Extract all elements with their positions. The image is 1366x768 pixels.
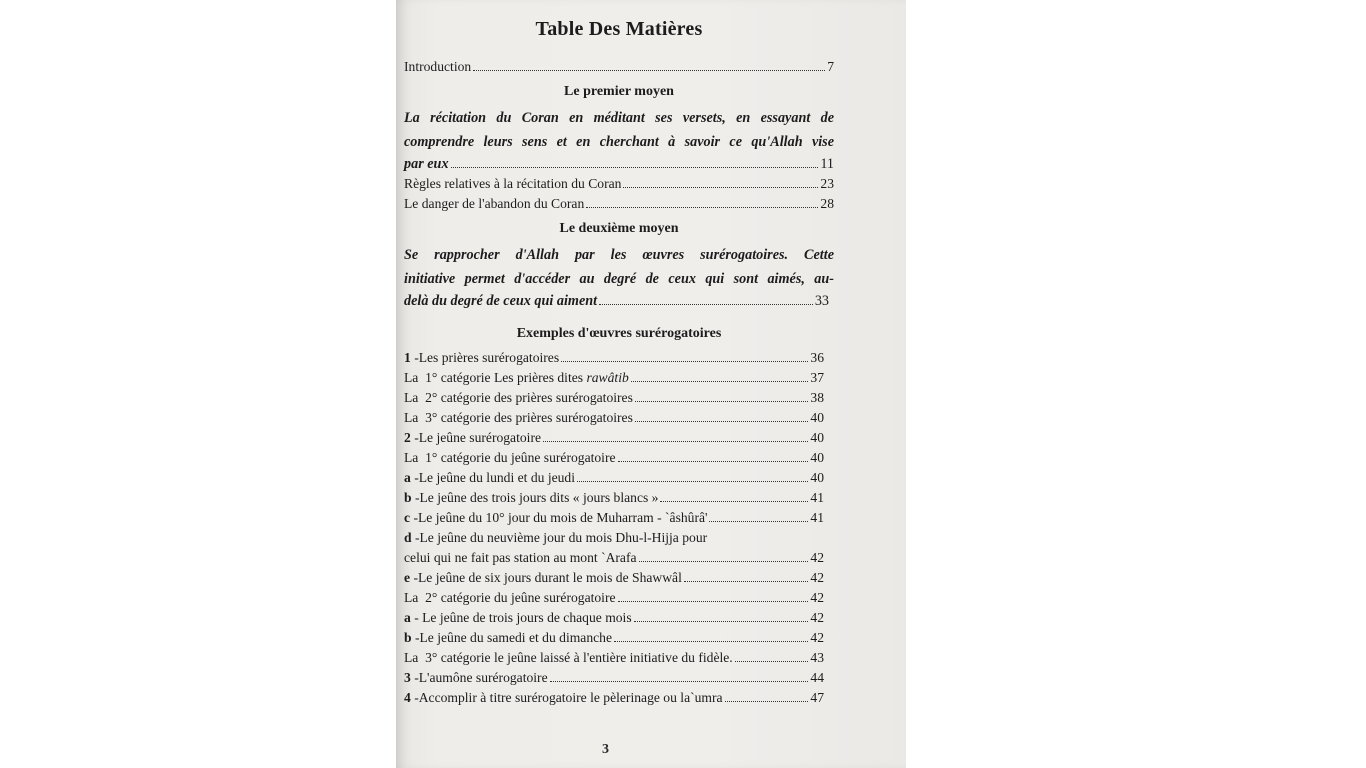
dot-leader	[618, 461, 809, 462]
toc-entry-marker: 2	[404, 430, 411, 445]
toc-entry-label	[404, 608, 632, 628]
dot-leader	[684, 581, 809, 582]
dot-leader	[639, 561, 809, 562]
toc-entry-label	[404, 348, 559, 368]
toc-entry-introduction	[404, 57, 834, 77]
toc-entry-label	[404, 368, 629, 388]
dot-leader	[550, 681, 809, 682]
toc-entry-rapprocher	[404, 291, 829, 311]
section-text-line: Se rapprocher d'Allah par les œuvres surérogatoires. Cette	[404, 247, 834, 263]
toc-entry-italic-term: rawâtib	[586, 370, 629, 385]
section-text-premier-moyen	[404, 106, 834, 174]
dot-leader	[709, 521, 808, 522]
toc-entry	[404, 568, 824, 588]
page-title: Table Des Matières	[535, 18, 703, 40]
toc-entry-label: La 1° catégorie du jeûne surérogatoire	[404, 450, 616, 465]
toc-entry-page: 42	[810, 570, 824, 585]
toc-entry-text: -L'aumône surérogatoire	[410, 670, 548, 685]
toc-entry-marker: b	[404, 490, 412, 505]
toc-entry-page: 7	[827, 59, 834, 74]
toc-entry	[404, 688, 824, 708]
toc-entry-first-line	[404, 528, 824, 548]
toc-entry-label: La 2° catégorie du jeûne surérogatoire	[404, 590, 616, 605]
toc-entry-page: 38	[810, 390, 824, 405]
toc-entry-page: 42	[810, 590, 824, 605]
section-heading-exemples: Exemples d'œuvres surérogatoires	[516, 326, 722, 341]
toc-entry-label: delà du degré de ceux qui aiment	[404, 293, 598, 309]
toc-entry-page: 42	[810, 630, 824, 645]
toc-entry-text: - Le jeûne de trois jours de chaque mois	[410, 610, 632, 625]
toc-list-exemples	[404, 348, 824, 708]
toc-entry-label: Introduction	[404, 59, 472, 74]
toc-entry-marker: d	[404, 530, 412, 545]
toc-entry	[404, 588, 824, 608]
page-number: 3	[602, 742, 609, 757]
dot-leader	[543, 441, 808, 442]
toc-entry-text: -Accomplir à titre surérogatoire le pèlerinage ou la`umra	[410, 690, 723, 705]
dot-leader	[451, 167, 819, 168]
toc-entry-page: 42	[810, 550, 824, 565]
toc-entry-marker: a	[404, 470, 411, 485]
toc-entry-page: 40	[810, 470, 824, 485]
toc-entry-page: 40	[810, 450, 824, 465]
toc-entry	[404, 348, 824, 368]
toc-entry-page: 42	[810, 610, 824, 625]
toc-entry	[404, 174, 834, 194]
toc-entry-text: -Le jeûne du samedi et du dimanche	[411, 630, 612, 645]
toc-entry-marker: 4	[404, 690, 411, 705]
toc-entry-label	[404, 688, 723, 708]
toc-entry-text: -Les prières surérogatoires	[410, 350, 560, 365]
section-heading-premier-moyen: Le premier moyen	[564, 84, 674, 99]
section-heading-deuxieme-moyen: Le deuxième moyen	[559, 221, 679, 236]
toc-entry-text: La 1° catégorie Les prières dites	[404, 370, 587, 385]
toc-entry-marker: e	[404, 570, 411, 585]
toc-entry-page: 47	[810, 690, 824, 705]
toc-entry	[404, 548, 824, 568]
toc-entry	[404, 668, 824, 688]
section-text-deuxieme-moyen	[404, 243, 834, 311]
toc-entry-page: 44	[810, 670, 824, 685]
toc-entry-label: La 3° catégorie des prières surérogatoires	[404, 410, 633, 425]
toc-entry	[404, 428, 824, 448]
dot-leader	[599, 304, 813, 305]
dot-leader	[635, 421, 809, 422]
toc-entry-text: -Le jeûne des trois jours dits « jours blancs »	[411, 490, 659, 505]
table-of-contents	[404, 18, 834, 708]
toc-entry-label	[404, 668, 548, 688]
toc-entry-label: celui qui ne fait pas station au mont `Arafa	[404, 550, 637, 565]
toc-entry-text: -Le jeûne du 10° jour du mois de Muharram - `âshûrâ'	[410, 510, 708, 525]
toc-entry-marker: b	[404, 630, 412, 645]
toc-entry-label: Règles relatives à la récitation du Coran	[404, 176, 622, 191]
dot-leader	[586, 207, 818, 208]
toc-entry	[404, 448, 824, 468]
toc-entry	[404, 488, 824, 508]
toc-entry	[404, 388, 824, 408]
section-text-line: comprendre leurs sens et en cherchant à savoir ce qu'Allah vise	[404, 134, 834, 150]
toc-entry	[404, 508, 824, 528]
toc-entry-marker: 1	[404, 350, 411, 365]
dot-leader	[623, 187, 818, 188]
toc-entry-label	[404, 488, 658, 508]
dot-leader	[618, 601, 809, 602]
dot-leader	[725, 701, 809, 702]
toc-entry	[404, 608, 824, 628]
toc-entry-label: La 3° catégorie le jeûne laissé à l'entière initiative du fidèle.	[404, 650, 733, 665]
toc-entry	[404, 408, 824, 428]
toc-entry-marker: 3	[404, 670, 411, 685]
dot-leader	[735, 661, 809, 662]
toc-entry-label: Le danger de l'abandon du Coran	[404, 196, 585, 211]
toc-entry-label	[404, 628, 612, 648]
toc-entry-page: 28	[820, 196, 834, 211]
section-text-line: La récitation du Coran en méditant ses versets, en essayant de	[404, 110, 834, 126]
toc-entry	[404, 468, 824, 488]
dot-leader	[614, 641, 808, 642]
toc-entry-page: 43	[810, 650, 824, 665]
dot-leader	[634, 621, 809, 622]
toc-entry-marker: a	[404, 610, 411, 625]
toc-entry	[404, 368, 824, 388]
toc-entry-page: 11	[820, 156, 834, 172]
dot-leader	[660, 501, 808, 502]
toc-entry	[404, 628, 824, 648]
dot-leader	[561, 361, 808, 362]
toc-entry-page: 40	[810, 430, 824, 445]
toc-entry-text: -Le jeûne du lundi et du jeudi	[410, 470, 576, 485]
toc-entry-label	[404, 468, 575, 488]
toc-entry-page: 23	[820, 176, 834, 191]
dot-leader	[577, 481, 808, 482]
toc-entry-label	[404, 428, 541, 448]
toc-entry	[404, 648, 824, 668]
toc-entry-label: La 2° catégorie des prières surérogatoires	[404, 390, 633, 405]
toc-entry-page: 37	[810, 370, 824, 385]
toc-entry-page: 41	[810, 490, 824, 505]
dot-leader	[473, 70, 825, 71]
dot-leader	[631, 381, 809, 382]
toc-entry-recitation	[404, 154, 834, 174]
toc-entry-text: -Le jeûne surérogatoire	[410, 430, 542, 445]
toc-entry-text: -Le jeûne de six jours durant le mois de Shawwâl	[410, 570, 682, 585]
section-text-line: initiative permet d'accéder au degré de ceux qui sont aimés, au-	[404, 271, 834, 287]
toc-entry-page: 41	[810, 510, 824, 525]
toc-entry-label	[404, 568, 682, 588]
toc-entry-label	[404, 508, 707, 528]
toc-entry-page: 33	[814, 293, 829, 309]
toc-entry-page: 40	[810, 410, 824, 425]
toc-entry-label: par eux	[404, 156, 449, 172]
toc-entry	[404, 194, 834, 214]
dot-leader	[635, 401, 809, 402]
book-page	[396, 0, 906, 768]
toc-entry-text: -Le jeûne du neuvième jour du mois Dhu-l-Hijja pour	[411, 530, 708, 545]
toc-entry-page: 36	[810, 350, 824, 365]
toc-entry-marker: c	[404, 510, 411, 525]
